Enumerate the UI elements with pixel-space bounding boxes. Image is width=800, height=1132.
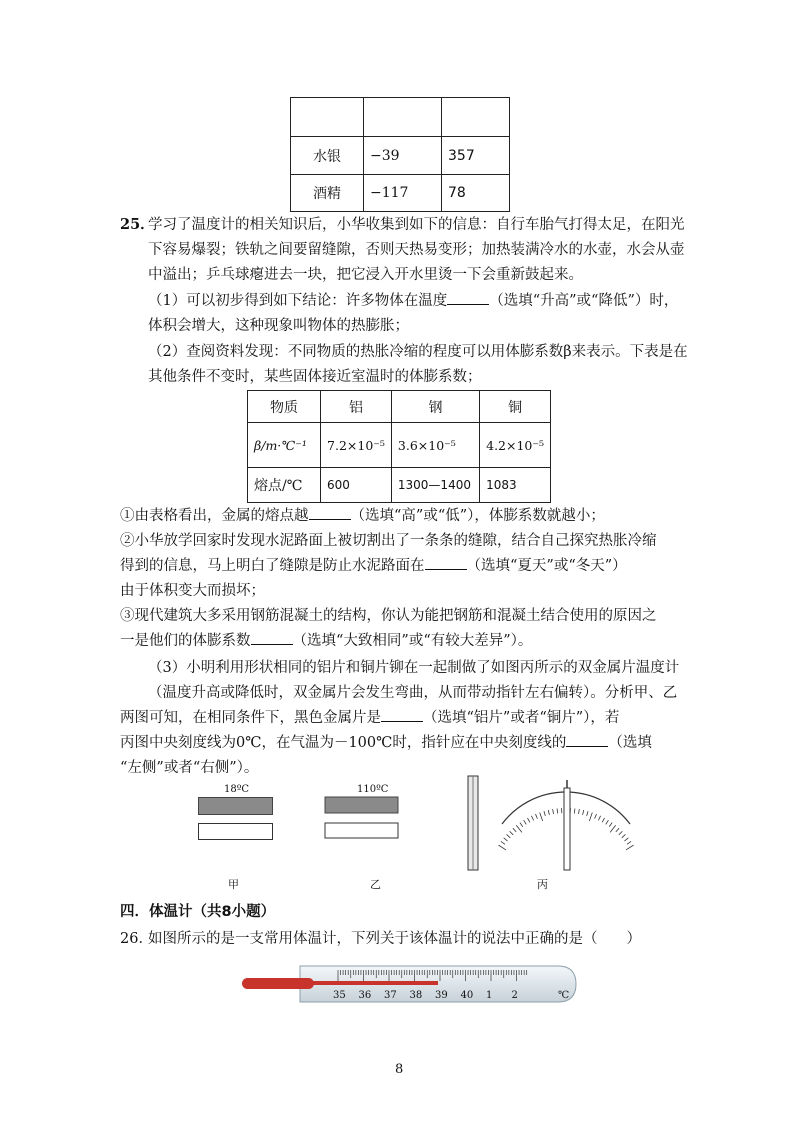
dial-tick	[507, 834, 511, 837]
dial-tick	[544, 811, 545, 816]
text: 一是他们的体膨系数	[120, 633, 251, 649]
text: （选填“大致相同”或“有较大差异”）。	[292, 633, 533, 649]
table-cell: 7.2×10⁻⁵	[321, 423, 392, 468]
table-cell: −117	[364, 175, 442, 212]
dial-tick	[501, 841, 505, 844]
figure-label: 丙	[537, 878, 548, 891]
dial-tick	[536, 814, 538, 819]
scale-label: 36	[358, 990, 372, 1001]
unit-label: ℃	[558, 990, 570, 1001]
table-header: 钢	[391, 391, 479, 423]
table-cell: 1300—1400	[391, 468, 479, 503]
dial-tick	[619, 831, 623, 835]
text-line	[120, 629, 532, 650]
answer-blank[interactable]	[251, 630, 293, 645]
clinical-thermometer	[240, 962, 580, 1010]
text-line	[120, 731, 652, 752]
answer-blank[interactable]	[425, 555, 467, 570]
bent-strips	[322, 795, 402, 845]
temperature-label: 110ºC	[357, 784, 389, 795]
dial-tick	[510, 831, 514, 835]
table-cell: 600	[321, 468, 392, 503]
table-cell: 78	[442, 175, 510, 212]
dial-tick	[527, 818, 529, 822]
table-cell: 水银	[291, 137, 364, 175]
text: ①由表格看出，金属的熔点越	[120, 508, 309, 524]
dial-tick	[548, 810, 549, 815]
text-line: 如图所示的是一支常用体温计，下列关于该体温计的说法中正确的是（ ）	[148, 931, 641, 947]
scale-label: 35	[333, 990, 346, 1001]
dial-tick	[606, 820, 609, 824]
answer-blank[interactable]	[566, 732, 608, 747]
text-line: ②小华放学回家时发现水泥路面上被切割出了一条条的缝隙，结合自己探究热胀冷缩	[120, 533, 657, 549]
dial-tick	[583, 810, 584, 815]
page-number: 8	[395, 1062, 404, 1077]
dial-tick	[516, 825, 522, 832]
top-table	[290, 97, 510, 212]
dial-tick	[602, 818, 604, 822]
text-line: ③现代建筑大多采用钢筋混凝土的结构，你认为能把钢筋和混凝土结合使用的原因之	[120, 608, 657, 624]
text-line: 由于体积变大而损坏；	[120, 583, 265, 599]
text: （选填	[608, 735, 652, 751]
dial-tick	[624, 838, 628, 841]
text: （选填“升高”或“降低”）时，	[489, 293, 679, 309]
figure-label: 甲	[228, 878, 239, 891]
text: （1）可以初步得到如下结论：许多物体在温度	[148, 293, 448, 309]
scale-label: 1	[486, 990, 493, 1001]
text-line: （2）查阅资料发现：不同物质的热胀冷缩的程度可以用体膨系数β来表示。下表是在	[148, 344, 688, 360]
table-header: 铜	[480, 391, 551, 423]
text-line	[120, 706, 619, 727]
table-cell: 酒精	[291, 175, 364, 212]
dial-tick	[610, 825, 616, 832]
scale-label: 38	[409, 990, 423, 1001]
answer-blank[interactable]	[381, 707, 423, 722]
text-line: 其他条件不变时，某些固体接近室温时的体膨系数；	[148, 369, 482, 385]
dial-tick	[531, 816, 533, 821]
table-cell: 357	[442, 137, 510, 175]
dial-tick	[598, 816, 600, 821]
dark-strip	[198, 797, 273, 815]
text-line: （温度升高或降低时，双金属片会发生弯曲，从而带动指针左右偏转）。分析甲、乙	[148, 685, 678, 701]
text-line	[120, 554, 627, 575]
table-cell: β/m·℃⁻¹	[248, 423, 321, 468]
table-cell	[364, 98, 442, 137]
dial-tick	[557, 808, 558, 813]
dial-tick	[627, 841, 631, 844]
table-cell: 3.6×10⁻⁵	[391, 423, 479, 468]
scale-label: 2	[511, 990, 518, 1001]
text-line	[120, 504, 605, 525]
table-cell: 1083	[480, 468, 551, 503]
scale-label: 39	[435, 990, 448, 1001]
text-line: 学习了温度计的相关知识后，小华收集到如下的信息：自行车胎气打得太足，在阳光	[148, 217, 685, 233]
table-cell	[442, 98, 510, 137]
dial-tick	[504, 838, 508, 841]
dial-tick	[524, 820, 527, 824]
table-cell: −39	[364, 137, 442, 175]
figure-label: 乙	[370, 878, 381, 891]
table-header: 铝	[321, 391, 392, 423]
question-number: 26．	[120, 931, 153, 947]
expansion-table	[247, 390, 551, 503]
dial-tick	[626, 845, 634, 850]
dial-tick	[616, 828, 619, 832]
text-line: （3）小明利用形状相同的铝片和铜片铆在一起制做了如图丙所示的双金属片温度计	[148, 660, 680, 676]
text: （选填“高”或“低”），体膨系数就越小；	[350, 508, 605, 524]
dial-tick	[579, 809, 580, 814]
light-strip	[198, 823, 273, 840]
text: （选填“铝片”或者“铜片”），若	[423, 710, 620, 726]
dial-tick	[574, 808, 575, 813]
answer-blank[interactable]	[447, 290, 489, 305]
dial-tick	[553, 809, 554, 814]
text-line: 体积会增大，这种现象叫物体的热膨胀；	[148, 318, 409, 334]
section-heading: 四．体温计（共8小题）	[120, 904, 276, 920]
dial-tick	[609, 823, 612, 827]
scale-label: 40	[460, 990, 474, 1001]
dial-tick	[622, 834, 626, 837]
bimetal-thermometer	[462, 774, 638, 874]
dial-tick	[520, 823, 523, 827]
temperature-label: 18ºC	[224, 784, 250, 795]
dial-tick	[589, 812, 592, 820]
scale-label: 37	[384, 990, 397, 1001]
text-line: 下容易爆裂；铁轨之间要留缝隙，否则天热易变形；加热装满冷水的水壶，水会从壶	[148, 242, 685, 258]
table-header: 物质	[248, 391, 321, 423]
table-cell: 4.2×10⁻⁵	[480, 423, 551, 468]
text: （选填“夏天”或“冬天”）	[466, 558, 627, 574]
answer-blank[interactable]	[309, 505, 351, 520]
text-line: 中溢出；乒乓球瘪进去一块，把它浸入开水里烫一下会重新鼓起来。	[148, 267, 583, 283]
text: 丙图中央刻度线为0℃，在气温为－100℃时，指针应在中央刻度线的	[120, 735, 567, 751]
dial-tick	[498, 845, 506, 850]
dial-tick	[540, 812, 543, 820]
text: 两图可知，在相同条件下，黑色金属片是	[120, 710, 381, 726]
table-cell	[291, 98, 364, 137]
question-number: 25．	[120, 216, 155, 233]
text: 得到的信息，马上明白了缝隙是防止水泥路面在	[120, 558, 425, 574]
table-cell: 熔点/℃	[248, 468, 321, 503]
dial-tick	[595, 814, 597, 819]
text-line	[148, 289, 678, 310]
dial-tick	[513, 828, 516, 832]
dial-tick	[587, 811, 588, 816]
text-line: “左侧”或者“右侧”）。	[120, 760, 259, 776]
